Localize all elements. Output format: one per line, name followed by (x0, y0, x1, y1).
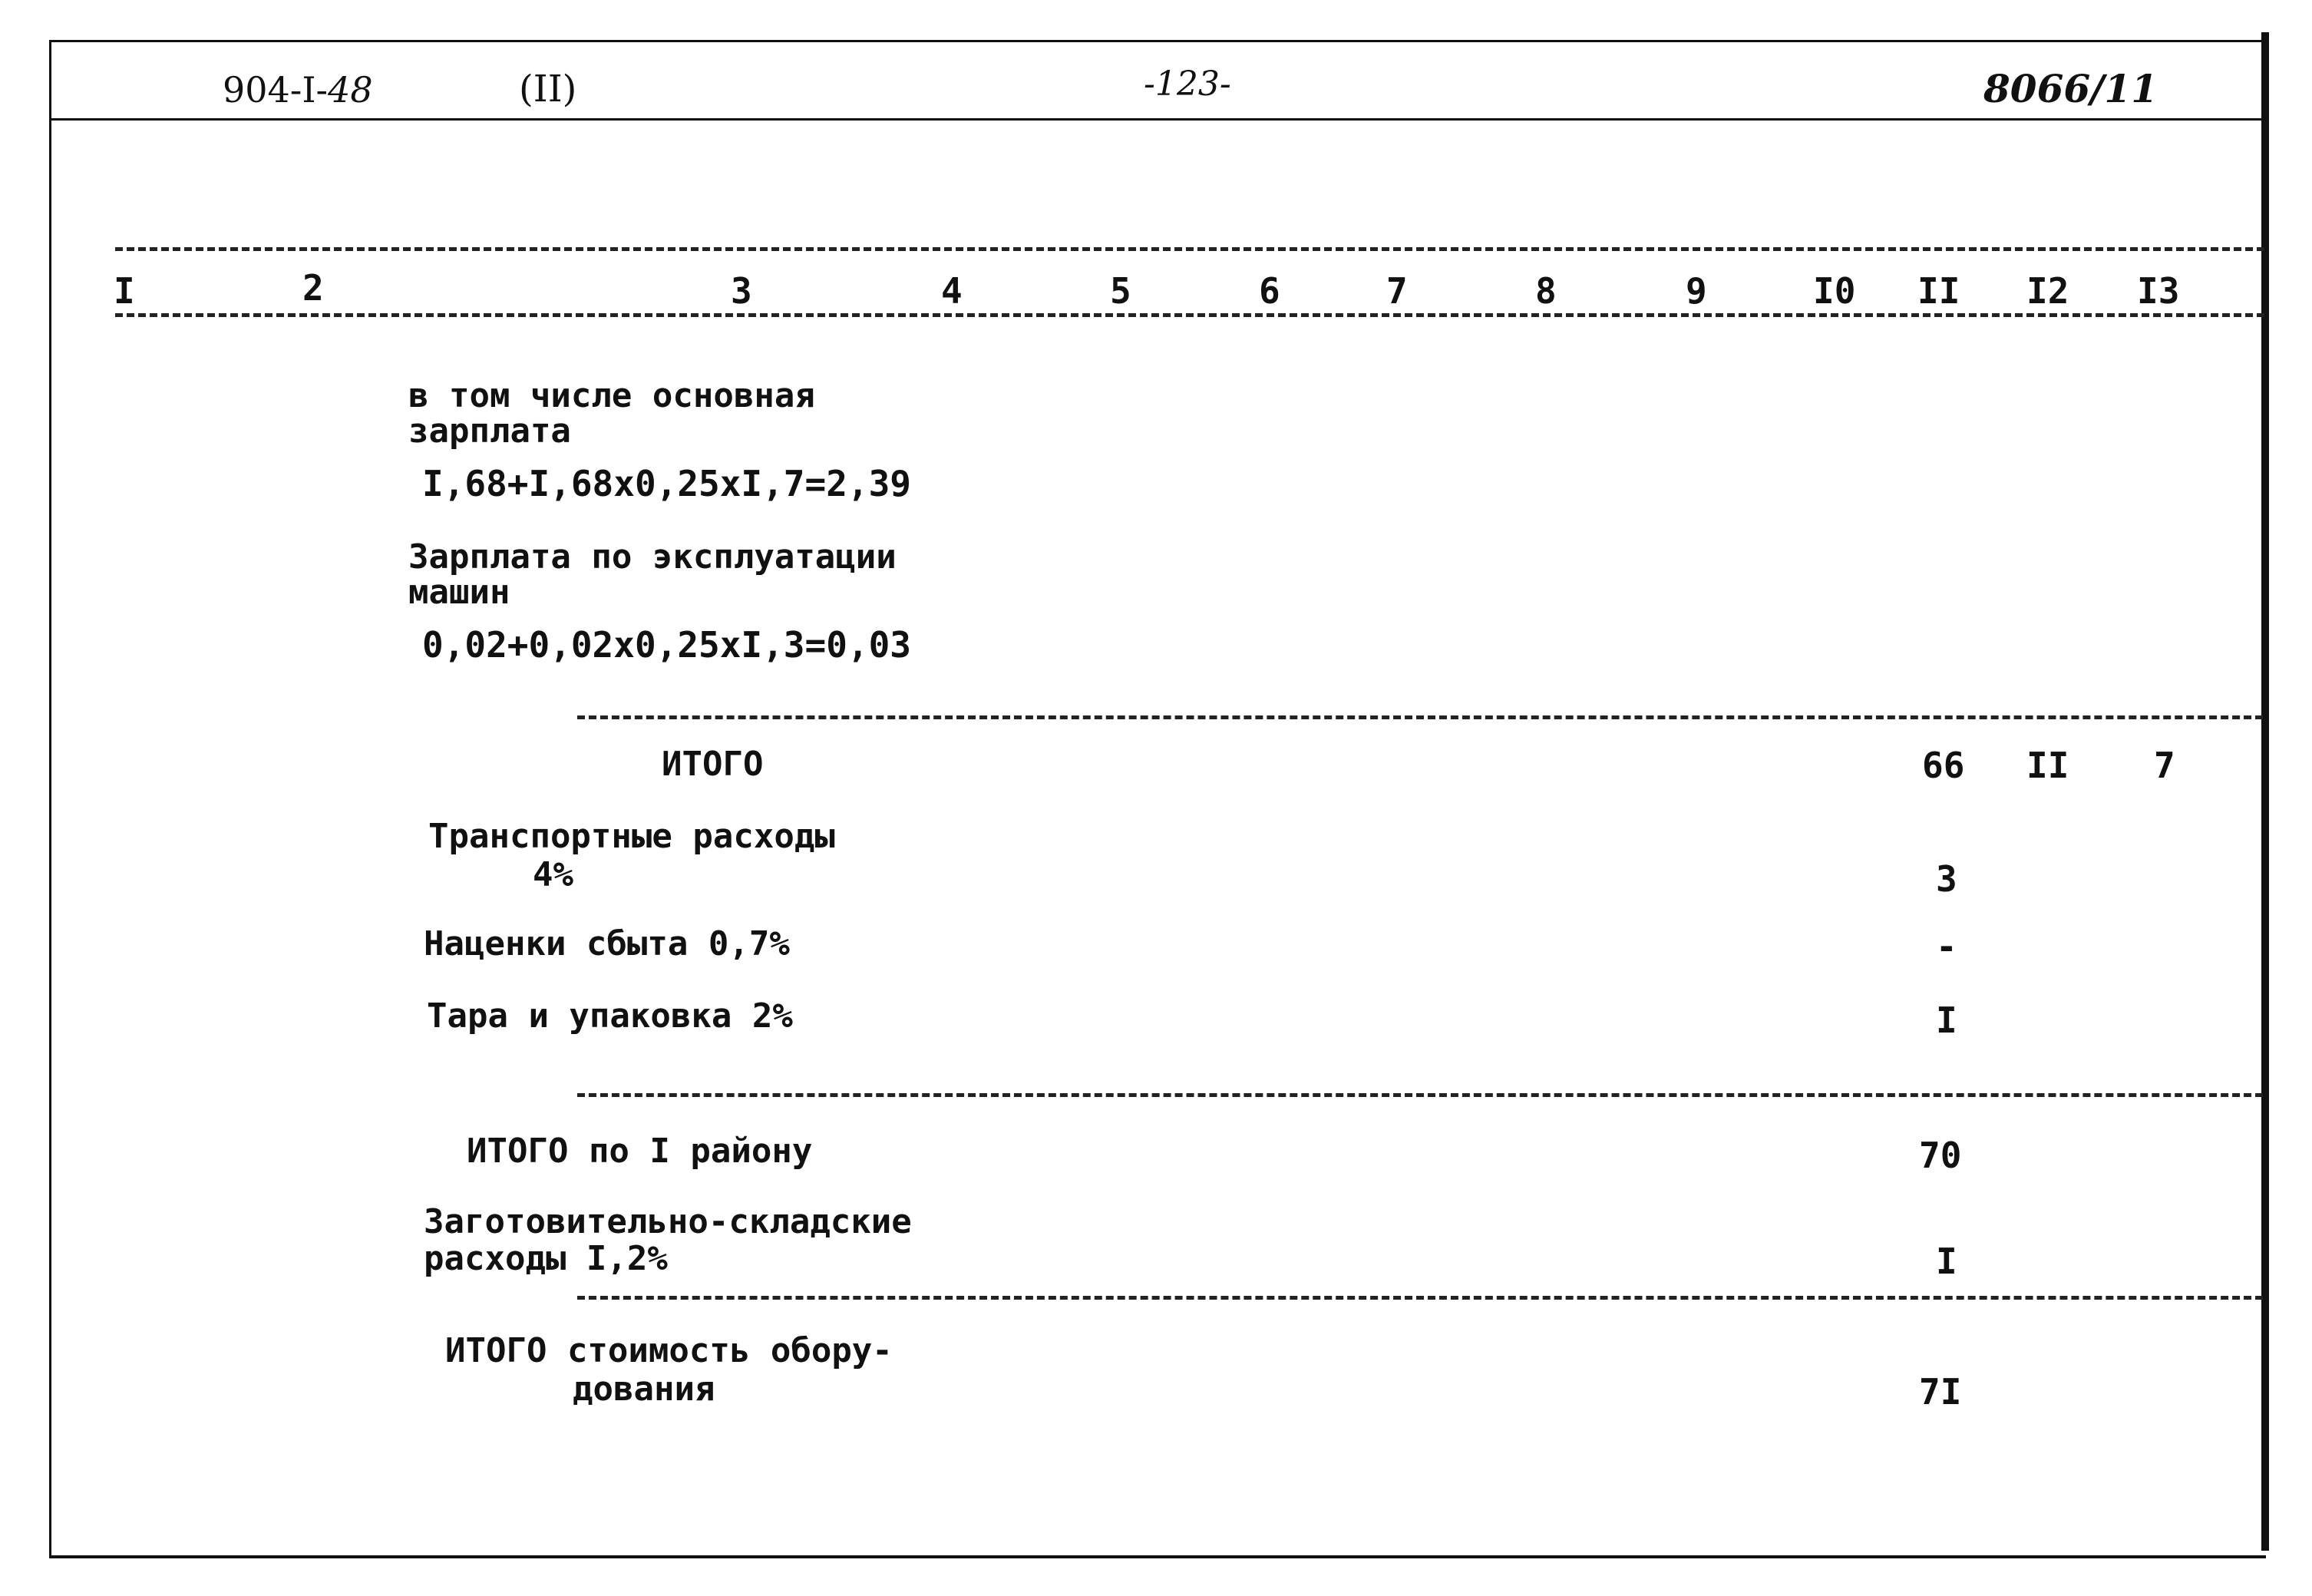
frame-bottom-border (49, 1555, 2266, 1558)
storage-label-line1: Заготовительно-складские (424, 1202, 912, 1241)
column-number-12: I2 (2026, 270, 2069, 312)
frame-right-border (2261, 32, 2269, 1551)
subtotal-rule (577, 715, 2263, 719)
machine-salary-label-line1: Зарплата по эксплуатации (408, 537, 897, 577)
transport-label: Транспортные расходы (428, 817, 835, 856)
column-number-5: 5 (1110, 270, 1131, 312)
markup-label: Наценки сбыта 0,7% (424, 924, 790, 963)
main-salary-formula: I,68+I,68х0,25хI,7=2,39 (422, 463, 911, 504)
packaging-col11: I (1936, 1000, 1957, 1041)
storage-label-line2: расходы I,2% (424, 1239, 668, 1278)
region-total-label: ИТОГО по I району (467, 1132, 813, 1171)
main-salary-label-line2: зарплата (408, 411, 571, 451)
total-col13: 7 (2154, 745, 2175, 786)
region-rule (577, 1093, 2263, 1097)
transport-col11: 3 (1936, 858, 1957, 900)
frame-top-border (49, 40, 2266, 42)
machine-salary-label-line2: машин (408, 573, 510, 612)
columns-top-rule (115, 247, 2264, 251)
sheet-code: 8066/11 (1983, 66, 2158, 111)
equipment-total-label-line2: дования (573, 1370, 715, 1409)
column-number-1: I (114, 270, 135, 312)
column-number-6: 6 (1259, 270, 1280, 312)
total-label: ИТОГО (662, 745, 764, 784)
column-number-2: 2 (302, 267, 324, 309)
region-total-col11: 70 (1919, 1135, 1962, 1176)
column-number-10: I0 (1813, 270, 1856, 312)
column-number-13: I3 (2137, 270, 2180, 312)
column-number-11: II (1917, 270, 1960, 312)
equipment-total-col11: 7I (1919, 1371, 1962, 1413)
column-number-3: 3 (731, 270, 752, 312)
equipment-total-label-line1: ИТОГО стоимость обору- (445, 1331, 893, 1370)
storage-col11: I (1936, 1241, 1957, 1282)
header-divider (51, 118, 2263, 121)
packaging-label: Тара и упаковка 2% (427, 996, 793, 1036)
markup-col11: - (1936, 926, 1957, 967)
document-code (223, 69, 373, 111)
machine-salary-formula: 0,02+0,02х0,25хI,3=0,03 (422, 624, 911, 666)
frame-left-border (49, 40, 51, 1558)
total-col11: 66 (1922, 745, 1965, 786)
document-code-handwritten: 48 (328, 69, 373, 111)
transport-percent: 4% (533, 855, 573, 894)
column-number-9: 9 (1686, 270, 1707, 312)
columns-bottom-rule (115, 313, 2264, 317)
column-number-4: 4 (941, 270, 963, 312)
total-col12: II (2026, 745, 2069, 786)
equipment-rule (577, 1296, 2263, 1300)
main-salary-label-line1: в том числе основная (408, 376, 815, 415)
column-number-7: 7 (1386, 270, 1408, 312)
page-number: -123- (1144, 64, 1231, 104)
section-label: (II) (519, 68, 577, 111)
document-code-printed: 904-I- (223, 69, 329, 111)
column-number-8: 8 (1535, 270, 1557, 312)
